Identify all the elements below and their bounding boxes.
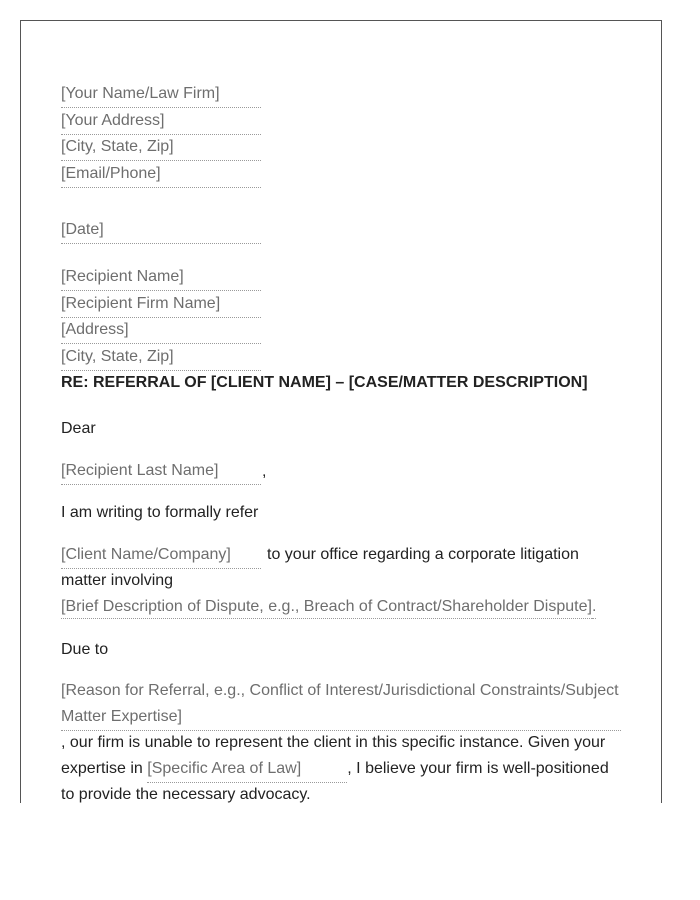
sender-email-phone-field[interactable]: [Email/Phone] bbox=[61, 164, 261, 188]
para1-line2: matter involving bbox=[61, 572, 174, 589]
recipient-city-state-zip-field[interactable]: [City, State, Zip] bbox=[61, 347, 261, 371]
para1-after-client: to your office regarding a corporate litigation bbox=[267, 546, 579, 563]
dispute-description-field[interactable]: [Brief Description of Dispute, e.g., Breach of Contract/Shareholder Dispute] bbox=[61, 598, 592, 619]
letter-page bbox=[20, 20, 662, 803]
para1-intro: I am writing to formally refer bbox=[61, 504, 259, 521]
recipient-name-field[interactable]: [Recipient Name] bbox=[61, 267, 261, 291]
recipient-firm-field[interactable]: [Recipient Firm Name] bbox=[61, 294, 261, 318]
para2-line-b-pre: expertise in bbox=[61, 760, 143, 777]
para2-line-c: to provide the necessary advocacy. bbox=[61, 786, 311, 803]
client-name-field[interactable]: [Client Name/Company] bbox=[61, 545, 261, 569]
dispute-period: . bbox=[592, 598, 596, 619]
specific-area-of-law-text: [Specific Area of Law] bbox=[147, 760, 302, 777]
dispute-description-line bbox=[61, 597, 596, 617]
para2-line-b-post: , I believe your firm is well-positioned bbox=[347, 760, 609, 777]
sender-address-field[interactable]: [Your Address] bbox=[61, 111, 261, 135]
recipient-address-field[interactable]: [Address] bbox=[61, 320, 261, 344]
para2-line-b bbox=[61, 759, 609, 783]
sender-city-state-zip-field[interactable]: [City, State, Zip] bbox=[61, 137, 261, 161]
reason-for-referral-field[interactable] bbox=[61, 681, 621, 731]
specific-area-of-law-field[interactable] bbox=[147, 759, 347, 783]
para2-line-a: , our firm is unable to represent the client in this specific instance. Given your bbox=[61, 734, 606, 751]
para2-intro: Due to bbox=[61, 641, 109, 658]
reason-field-line1: [Reason for Referral, e.g., Conflict of Interest/Jurisdictional Constraints/Subject bbox=[61, 682, 619, 699]
reason-field-line2: Matter Expertise] bbox=[61, 708, 182, 725]
subject-line: RE: REFERRAL OF [CLIENT NAME] – [CASE/MATTER DESCRIPTION] bbox=[61, 374, 588, 391]
recipient-last-name-field[interactable]: [Recipient Last Name] bbox=[61, 461, 261, 485]
sender-name-field[interactable]: [Your Name/Law Firm] bbox=[61, 84, 261, 108]
salutation-comma: , bbox=[262, 463, 267, 480]
salutation: Dear bbox=[61, 420, 96, 437]
date-field[interactable]: [Date] bbox=[61, 220, 261, 244]
